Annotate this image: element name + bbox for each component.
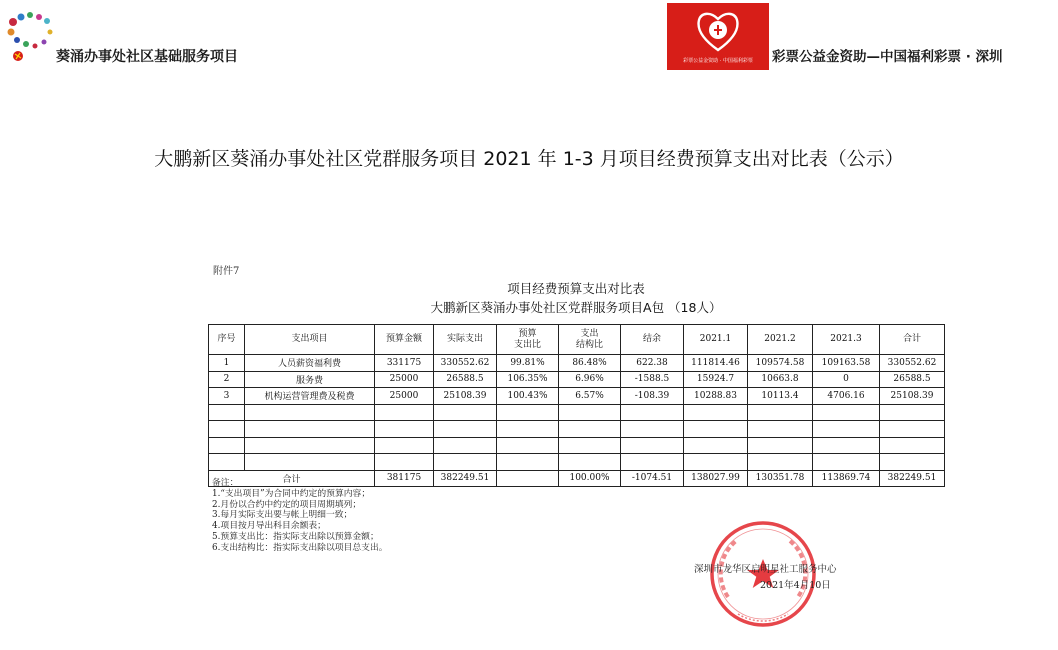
table-cell: 130351.78 [748,470,813,487]
table-cell: 382249.51 [434,470,497,487]
table-cell: 99.81% [497,355,559,372]
note-line: 4.项目按月导出科目余额表； [212,521,326,532]
table-cell: 109574.58 [748,355,813,372]
table-cell [434,404,497,421]
table-cell: 4706.16 [813,388,880,405]
table-cell [813,454,880,471]
table-cell [245,421,375,438]
table-cell: 109163.58 [813,355,880,372]
table-cell: 25108.39 [880,388,945,405]
table-cell: 10663.8 [748,371,813,388]
header-cell: 结余 [621,325,684,355]
table-row [209,371,945,388]
table-cell: 381175 [375,470,434,487]
header-cell: 预算金额 [375,325,434,355]
table-cell [209,454,245,471]
table-cell [434,421,497,438]
table-cell [434,454,497,471]
welfare-heart-icon [695,8,741,54]
table-cell [209,404,245,421]
header-cell: 支出项目 [245,325,375,355]
table-cell: 25108.39 [434,388,497,405]
table-body [209,355,945,487]
header-cell: 2021.3 [813,325,880,355]
header-cell: 2021.1 [684,325,748,355]
table-cell: 100.43% [497,388,559,405]
header-cell: 支出 结构比 [559,325,621,355]
notes-block [212,478,388,554]
table-cell [813,421,880,438]
table-cell [813,404,880,421]
table-cell: 113869.74 [813,470,880,487]
table-cell [880,454,945,471]
total-label-cell: 合计 [209,470,375,487]
table-subtitle: 大鹏新区葵涌办事处社区党群服务项目A包 （18人） [430,300,722,315]
table-cell [748,404,813,421]
note-line: 2.月份以合约中约定的项目周期填列； [212,499,362,510]
table-cell [621,454,684,471]
table-cell: 10288.83 [684,388,748,405]
budget-table [208,324,945,487]
table-cell [880,437,945,454]
table-cell [375,404,434,421]
table-cell [748,437,813,454]
table-cell: 3 [209,388,245,405]
table-cell [621,437,684,454]
table-cell: 0 [813,371,880,388]
table-cell [497,437,559,454]
table-row [209,404,945,421]
table-cell: 330552.62 [880,355,945,372]
header-right-title: 彩票公益金资助—中国福利彩票 · 深圳 [772,49,1003,65]
table-cell: 622.38 [621,355,684,372]
table-cell [621,421,684,438]
table-cell [497,454,559,471]
table-cell [748,421,813,438]
header-cell: 实际支出 [434,325,497,355]
note-line: 备注： [212,478,239,488]
table-cell: -1588.5 [621,371,684,388]
table-cell [813,437,880,454]
table-cell [245,454,375,471]
table-header-row [209,325,945,355]
table-cell: 330552.62 [434,355,497,372]
table-cell: 10113.4 [748,388,813,405]
note-line: 1.“支出项目”为合同中约定的预算内容； [212,488,371,499]
table-cell [684,421,748,438]
table-cell [559,421,621,438]
table-row [209,388,945,405]
note-line: 6.支出结构比：指实际支出除以项目总支出。 [212,542,388,553]
header-left [4,8,304,70]
table-cell [559,437,621,454]
table-cell [748,454,813,471]
page-title: 大鹏新区葵涌办事处社区党群服务项目 2021 年 1-3 月项目经费预算支出对比表（公示） [154,148,904,170]
table-cell [209,437,245,454]
table-cell [245,437,375,454]
table-cell: 106.35% [497,371,559,388]
table-cell: 25000 [375,388,434,405]
table-cell [497,404,559,421]
table-cell [684,404,748,421]
header-cell: 预算 支出比 [497,325,559,355]
signature-date: 2021年4月10日 [760,580,831,591]
table-cell [209,421,245,438]
table-cell [375,437,434,454]
attachment-label: 附件7 [213,266,240,277]
header-cell: 序号 [209,325,245,355]
table-cell: 100.00% [559,470,621,487]
table-cell: 机构运营管理费及税费 [245,388,375,405]
table-cell [434,437,497,454]
signature-organization: 深圳市龙华区启明星社工服务中心 [694,564,837,575]
table-cell: 人员薪资福利费 [245,355,375,372]
table-row [209,454,945,471]
table-cell: 331175 [375,355,434,372]
table-cell: 6.57% [559,388,621,405]
table-cell [880,421,945,438]
table-cell: 26588.5 [880,371,945,388]
table-cell [375,454,434,471]
table-cell: 25000 [375,371,434,388]
table-cell [684,437,748,454]
table-cell [497,470,559,487]
table-cell: 26588.5 [434,371,497,388]
table-cell: 15924.7 [684,371,748,388]
table-cell [559,454,621,471]
table-cell: 111814.46 [684,355,748,372]
table-cell [559,404,621,421]
logo-caption: 彩票公益金资助 · 中国福利彩票 [683,58,753,64]
table-cell: 138027.99 [684,470,748,487]
table-row [209,437,945,454]
welfare-lottery-logo [667,3,769,70]
table-cell: 服务费 [245,371,375,388]
table-cell [497,421,559,438]
table-cell: 6.96% [559,371,621,388]
table-cell: 1 [209,355,245,372]
note-line: 3.每月实际支出要与帐上明细一致； [212,510,353,521]
community-logo-icon [4,8,56,64]
table-cell [245,404,375,421]
header-left-title: 葵涌办事处社区基础服务项目 [56,49,238,65]
header-cell: 合计 [880,325,945,355]
table-cell: -1074.51 [621,470,684,487]
table-cell: 86.48% [559,355,621,372]
table-row [209,355,945,372]
table-cell: 2 [209,371,245,388]
table-title: 项目经费预算支出对比表 [507,281,645,296]
table-row [209,421,945,438]
table-cell: 382249.51 [880,470,945,487]
table-cell [880,404,945,421]
table-cell [621,404,684,421]
table-cell [375,421,434,438]
table-cell: -108.39 [621,388,684,405]
note-line: 5.预算支出比：指实际支出除以预算金额； [212,531,379,542]
header-cell: 2021.2 [748,325,813,355]
table-cell [684,454,748,471]
